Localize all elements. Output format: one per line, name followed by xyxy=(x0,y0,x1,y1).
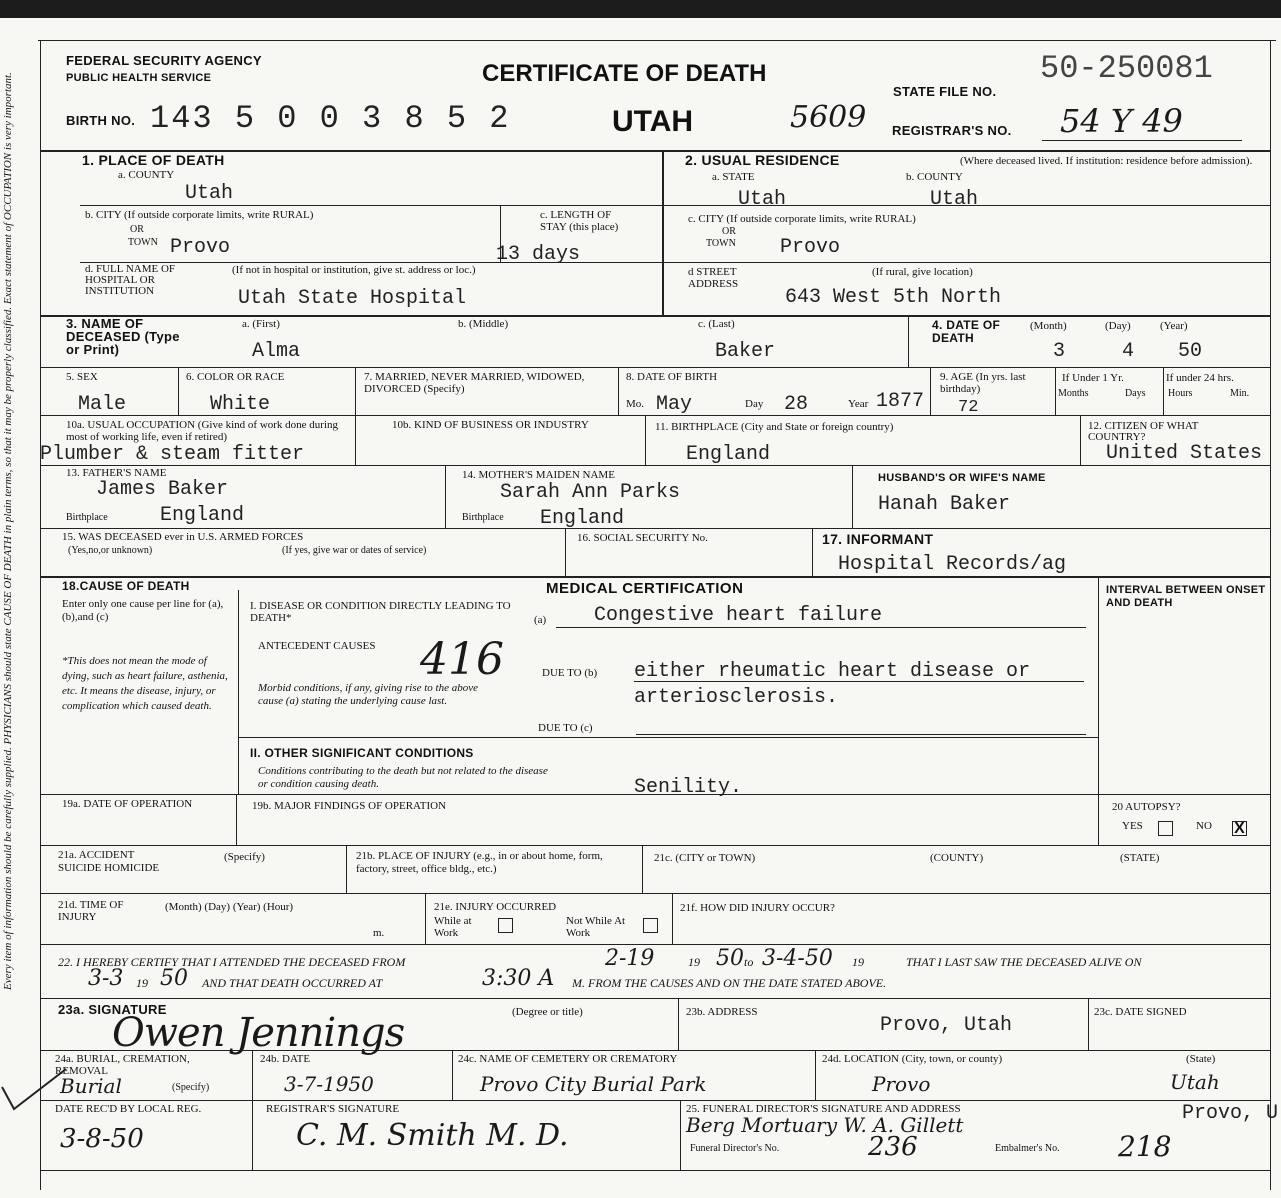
rule-11 xyxy=(40,845,1270,846)
cause-b-line xyxy=(634,681,1084,682)
frame-right xyxy=(1270,40,1271,1190)
mode-note: *This does not mean the mode of dying, such as heart failure, asthenia, etc. It means the disease, injury, or complication which caused death. xyxy=(62,655,228,712)
antecedent-label: ANTECEDENT CAUSES xyxy=(258,640,376,652)
residence-county-label: b. COUNTY xyxy=(906,171,963,183)
disease-label: I. DISEASE OR CONDITION DIRECTLY LEADING TO DEATH* xyxy=(250,600,511,624)
div-op xyxy=(236,794,237,845)
cert-line2-b: M. FROM THE CAUSES AND ON THE DATE STATED ABOVE. xyxy=(572,976,887,990)
div-married xyxy=(618,367,619,415)
cause-a-line xyxy=(556,627,1086,628)
document-title: CERTIFICATE OF DEATH xyxy=(482,60,767,87)
under-24-label: If under 24 hrs. xyxy=(1166,372,1234,384)
accident-specify: (Specify) xyxy=(224,851,265,863)
cert-to19: 19 xyxy=(852,955,864,969)
div-under1 xyxy=(1163,367,1164,415)
informant: Hospital Records/ag xyxy=(838,553,1067,576)
not-while-at-work-label: Not While At Work xyxy=(566,915,626,939)
date-of-death-label: 4. DATE OF DEATH xyxy=(932,318,1001,345)
spouse-label: HUSBAND'S OR WIFE'S NAME xyxy=(878,472,1046,484)
informant-label: 17. INFORMANT xyxy=(822,531,934,547)
cert-ls19: 19 xyxy=(136,976,148,990)
medical-certification-heading: MEDICAL CERTIFICATION xyxy=(546,580,744,597)
div-date xyxy=(452,1050,453,1100)
agency-name: FEDERAL SECURITY AGENCY xyxy=(66,53,262,68)
injury-city-label: 21c. (CITY or TOWN) xyxy=(654,852,756,864)
div-father xyxy=(445,465,446,528)
cause-b-line1: either rheumatic heart disease or xyxy=(634,660,1031,683)
signature-label: 23a. SIGNATURE xyxy=(58,1002,167,1017)
due-to-b-label: DUE TO (b) xyxy=(542,667,598,679)
occupation: Plumber & steam fitter xyxy=(40,443,305,466)
other-conditions-note: Conditions contributing to the death but not related to the disease or condition causing death. xyxy=(258,765,548,790)
time-columns: (Month) (Day) (Year) (Hour) xyxy=(165,901,294,913)
div-burial xyxy=(252,1050,253,1100)
cert-time: 3:30 A xyxy=(482,966,555,991)
cause-of-death-label: 18.CAUSE OF DEATH xyxy=(62,579,190,593)
father-birthplace-label: Birthplace xyxy=(66,512,108,523)
autopsy-no-checkbox[interactable]: X xyxy=(1232,821,1247,836)
cause-a: Congestive heart failure xyxy=(594,604,883,627)
while-at-work-checkbox[interactable] xyxy=(498,918,513,933)
burial-location: Provo xyxy=(872,1072,931,1096)
citizen-label: 12. CITIZEN OF WHAT COUNTRY? xyxy=(1088,420,1199,443)
div-ss xyxy=(812,528,813,576)
residence-city: Provo xyxy=(780,236,841,259)
instructions-text: Every item of information should be carefully supplied. PHYSICIANS should state CAUSE OF DEATH in plain terms, so that it may be properly classified. Exact statement of OCCUPATION is very important. xyxy=(2,72,14,990)
funeral-director-address: Provo, U xyxy=(1182,1102,1279,1125)
last-name: Baker xyxy=(715,340,776,363)
last-name-label: c. (Last) xyxy=(698,318,735,330)
embalmer-no: 218 xyxy=(1118,1130,1172,1163)
degree-label: (Degree or title) xyxy=(512,1006,583,1018)
registrar-no-label: REGISTRAR'S NO. xyxy=(892,123,1012,138)
div-occurred xyxy=(672,893,673,944)
funeral-director-no: 236 xyxy=(868,1132,918,1162)
how-injury-label: 21f. HOW DID INJURY OCCUR? xyxy=(680,902,835,914)
residence-note: (Where deceased lived. If institution: residence before admission). xyxy=(960,155,1253,167)
cert-line2: AND THAT DEATH OCCURRED AT xyxy=(202,976,383,990)
div-date-death xyxy=(908,315,909,367)
div-date-rec xyxy=(252,1100,253,1170)
hospital-note: (If not in hospital or institution, give st. address or loc.) xyxy=(232,264,476,276)
mother-birthplace: England xyxy=(540,507,625,530)
div-business xyxy=(645,415,646,465)
armed-forces-note1: (Yes,no,or unknown) xyxy=(68,545,153,556)
race: White xyxy=(210,393,271,416)
div-citizen xyxy=(1080,415,1081,465)
div-dob xyxy=(930,367,931,415)
burial-specify: (Specify) xyxy=(172,1082,210,1093)
burial-date-label: 24b. DATE xyxy=(260,1053,311,1065)
dob-day-label: Day xyxy=(745,398,764,410)
social-security-label: 16. SOCIAL SECURITY No. xyxy=(577,532,708,544)
age-label: 9. AGE (In yrs. last birthday) xyxy=(940,371,1026,395)
cause-b-line2: arteriosclerosis. xyxy=(634,686,839,709)
hospital-label: d. FULL NAME OF HOSPITAL OR INSTITUTION xyxy=(85,263,176,297)
physician-signature: Owen Jennings xyxy=(112,1010,405,1056)
birthplace-label: 11. BIRTHPLACE (City and State or foreign country) xyxy=(655,421,894,433)
occupation-label: 10a. USUAL OCCUPATION (Give kind of work done during most of working life, even if retired) xyxy=(66,419,339,443)
hand-code: 416 xyxy=(420,634,504,685)
date-received-label: DATE REC'D BY LOCAL REG. xyxy=(55,1103,202,1115)
hospital-name: Utah State Hospital xyxy=(238,287,467,310)
div-place-residence xyxy=(662,150,664,315)
div-interval xyxy=(1098,576,1099,794)
place-of-injury-label: 21b. PLACE OF INJURY (e.g., in or about home, form, factory, street, office bldg., etc.) xyxy=(356,850,603,875)
business-label: 10b. KIND OF BUSINESS OR INDUSTRY xyxy=(392,419,589,431)
sex-label: 5. SEX xyxy=(66,371,98,383)
min-label: Min. xyxy=(1230,388,1250,399)
rule-12 xyxy=(40,893,1270,894)
div-cause xyxy=(238,590,239,794)
div-autopsy xyxy=(1098,794,1099,845)
div-registrar xyxy=(680,1100,681,1170)
place-of-death-label: 1. PLACE OF DEATH xyxy=(82,152,225,168)
dod-day: 4 xyxy=(1122,340,1135,363)
frame-top xyxy=(38,40,1276,41)
cert-line1-b: THAT I LAST SAW THE DECEASED ALIVE ON xyxy=(906,955,1142,969)
or-text: OR xyxy=(130,224,144,235)
cert-to: 3-4-50 xyxy=(762,946,833,971)
dob-year-label: Year xyxy=(848,398,869,410)
length-of-stay-label: c. LENGTH OF STAY (this place) xyxy=(540,209,619,233)
rule-8 xyxy=(40,528,1270,529)
birthplace: England xyxy=(686,443,771,466)
dob-month: May xyxy=(656,393,693,416)
father-name: James Baker xyxy=(96,478,229,501)
rule-16 xyxy=(40,1100,1270,1101)
hours-label: Hours xyxy=(1168,388,1193,399)
cert-line1-a: 22. I HEREBY CERTIFY THAT I ATTENDED THE DECEASED FROM xyxy=(58,955,406,969)
accident-label: 21a. ACCIDENT SUICIDE HOMICIDE xyxy=(58,849,160,874)
cert-ls-year: 50 xyxy=(160,966,188,991)
injury-state-label: (STATE) xyxy=(1120,852,1160,864)
middle-name-label: b. (Middle) xyxy=(458,318,509,330)
cause-c-line xyxy=(636,734,1086,735)
sex: Male xyxy=(78,393,127,416)
registrar-number: 54 Y 49 xyxy=(1060,102,1183,140)
while-at-work-label: While at Work xyxy=(434,915,472,939)
registrar-signature-label: REGISTRAR'S SIGNATURE xyxy=(266,1103,400,1115)
other-conditions-label: II. OTHER SIGNIFICANT CONDITIONS xyxy=(250,746,474,760)
cert-last-seen: 3-3 xyxy=(88,966,124,991)
cert-mid19: 19 xyxy=(688,955,700,969)
registrar-signature: C. M. Smith M. D. xyxy=(296,1118,569,1153)
street-note: (If rural, give location) xyxy=(872,266,973,278)
check-mark-icon xyxy=(0,1065,70,1115)
injury-county-label: (COUNTY) xyxy=(930,852,984,864)
operation-date-label: 19a. DATE OF OPERATION xyxy=(62,798,193,810)
due-to-c-label: DUE TO (c) xyxy=(538,722,593,734)
autopsy-label: 20 AUTOPSY? xyxy=(1112,801,1181,813)
rule-17 xyxy=(40,1170,1270,1171)
days-label: Days xyxy=(1125,388,1146,399)
funeral-director-label: 25. FUNERAL DIRECTOR'S SIGNATURE AND ADDRESS xyxy=(686,1103,961,1115)
date-received: 3-8-50 xyxy=(60,1124,144,1154)
frame-left xyxy=(40,40,41,1190)
cause-a-label: (a) xyxy=(534,614,547,626)
res-town-text: TOWN xyxy=(706,238,736,249)
cert-from: 2-19 xyxy=(605,946,655,971)
death-city: Provo xyxy=(170,236,231,259)
mother-name: Sarah Ann Parks xyxy=(500,481,681,504)
autopsy-yes-checkbox[interactable] xyxy=(1158,821,1173,836)
dob-day: 28 xyxy=(784,393,809,416)
armed-forces-label: 15. WAS DECEASED ever in U.S. ARMED FORCES xyxy=(62,531,304,543)
marital-label: 7. MARRIED, NEVER MARRIED, WIDOWED, DIVORCED (Specify) xyxy=(364,371,585,395)
birth-no-label: BIRTH NO. xyxy=(66,113,136,128)
first-name: Alma xyxy=(252,340,301,363)
scan-top-border xyxy=(0,0,1281,18)
state-file-number: 50-250081 xyxy=(1040,50,1213,87)
residence-state: Utah xyxy=(738,188,787,211)
dob-label: 8. DATE OF BIRTH xyxy=(626,371,718,383)
cause-note: Enter only one cause per line for (a),(b),and (c) xyxy=(62,598,224,623)
spouse-name: Hanah Baker xyxy=(878,493,1011,516)
address-label: 23b. ADDRESS xyxy=(686,1006,758,1018)
rule-4 xyxy=(40,315,1270,317)
residence-city-label: c. CITY (If outside corporate limits, write RURAL) xyxy=(688,213,916,225)
death-city-label: b. CITY (If outside corporate limits, write RURAL) xyxy=(85,209,314,221)
hand-number: 5609 xyxy=(790,100,867,135)
dod-month: 3 xyxy=(1053,340,1066,363)
death-county: Utah xyxy=(185,182,234,205)
rule-3 xyxy=(80,262,1270,263)
dod-day-label: (Day) xyxy=(1105,320,1131,332)
physician-address: Provo, Utah xyxy=(880,1014,1013,1037)
operation-findings-label: 19b. MAJOR FINDINGS OF OPERATION xyxy=(252,800,447,812)
state-name: UTAH xyxy=(612,105,694,138)
div-cemetery xyxy=(815,1050,816,1100)
interval-label: INTERVAL BETWEEN ONSET AND DEATH xyxy=(1106,584,1266,609)
months-label: Months xyxy=(1058,388,1089,399)
rule-other xyxy=(238,737,1098,738)
burial-type: Burial xyxy=(60,1074,122,1098)
residence-state-label: a. STATE xyxy=(712,171,755,183)
street-address: 643 West 5th North xyxy=(785,286,1002,309)
cemetery-label: 24c. NAME OF CEMETERY OR CREMATORY xyxy=(458,1053,678,1065)
rule-9 xyxy=(40,576,1270,578)
county-label: a. COUNTY xyxy=(118,169,175,181)
rule-14 xyxy=(40,998,1270,999)
div-address xyxy=(1088,998,1089,1050)
first-name-label: a. (First) xyxy=(242,318,280,330)
time-of-injury-label: 21d. TIME OF INJURY xyxy=(58,899,124,923)
date-signed-label: 23c. DATE SIGNED xyxy=(1094,1006,1187,1018)
registrar-underline xyxy=(1042,140,1242,141)
burial-state: Utah xyxy=(1170,1070,1220,1094)
father-birthplace: England xyxy=(160,504,245,527)
funeral-director-signature: Berg Mortuary W. A. Gillett xyxy=(686,1113,964,1137)
time-m: m. xyxy=(373,927,385,939)
autopsy-yes-label: YES xyxy=(1122,820,1143,832)
cemetery-name: Provo City Burial Park xyxy=(480,1072,707,1096)
father-label: 13. FATHER'S NAME xyxy=(66,467,167,479)
dod-year: 50 xyxy=(1178,340,1203,363)
mother-birthplace-label: Birthplace xyxy=(462,512,504,523)
under-1-label: If Under 1 Yr. xyxy=(1062,372,1124,384)
div-mother xyxy=(852,465,853,528)
injury-occurred-label: 21e. INJURY OCCURRED xyxy=(434,901,557,913)
street-label: d STREET ADDRESS xyxy=(688,266,739,290)
dod-month-label: (Month) xyxy=(1030,320,1067,332)
state-file-label: STATE FILE NO. xyxy=(893,84,997,99)
birth-number: 143 5 0 0 3 8 5 2 xyxy=(150,100,511,137)
location-label: 24d. LOCATION (City, town, or county) xyxy=(822,1053,1003,1065)
funeral-director-no-label: Funeral Director's No. xyxy=(690,1143,780,1154)
burial-state-label: (State) xyxy=(1186,1053,1216,1065)
race-label: 6. COLOR OR RACE xyxy=(186,371,285,383)
length-of-stay: 13 days xyxy=(496,243,581,266)
name-label: 3. NAME OF DECEASED (Type or Print) xyxy=(66,316,180,357)
res-or-text: OR xyxy=(722,226,736,237)
autopsy-no-label: NO xyxy=(1196,820,1212,832)
div-race xyxy=(355,367,356,465)
cert-to-word: to xyxy=(744,955,754,969)
service-name: PUBLIC HEALTH SERVICE xyxy=(66,72,212,84)
dob-mo-label: Mo. xyxy=(626,398,645,410)
dob-year: 1877 xyxy=(876,390,925,413)
cert-from-year: 50 xyxy=(716,946,744,971)
div-accident xyxy=(346,845,347,893)
div-time xyxy=(425,893,426,944)
not-while-at-work-checkbox[interactable] xyxy=(643,918,658,933)
div-forces xyxy=(565,528,566,576)
div-sex xyxy=(178,367,179,415)
armed-forces-note2: (If yes, give war or dates of service) xyxy=(282,545,427,556)
mother-label: 14. MOTHER'S MAIDEN NAME xyxy=(462,469,615,481)
rule-2 xyxy=(80,205,1270,206)
burial-date: 3-7-1950 xyxy=(284,1072,374,1096)
div-place-injury xyxy=(642,845,643,893)
residence-county: Utah xyxy=(930,188,979,211)
other-conditions: Senility. xyxy=(634,776,743,799)
burial-label: 24a. BURIAL, CREMATION, REMOVAL xyxy=(55,1053,190,1077)
embalmer-no-label: Embalmer's No. xyxy=(995,1143,1060,1154)
dod-year-label: (Year) xyxy=(1160,320,1188,332)
div-sig xyxy=(678,998,679,1050)
age: 72 xyxy=(958,398,979,417)
citizenship: United States xyxy=(1106,442,1263,465)
div-age xyxy=(1055,367,1056,415)
rule-5 xyxy=(40,367,1270,368)
town-text: TOWN xyxy=(128,237,158,248)
residence-label: 2. USUAL RESIDENCE xyxy=(685,152,840,168)
morbid-note: Morbid conditions, if any, giving rise to the above cause (a) stating the underlying cause last. xyxy=(258,682,478,707)
rule-13 xyxy=(40,944,1270,945)
instructions-margin xyxy=(2,72,32,990)
